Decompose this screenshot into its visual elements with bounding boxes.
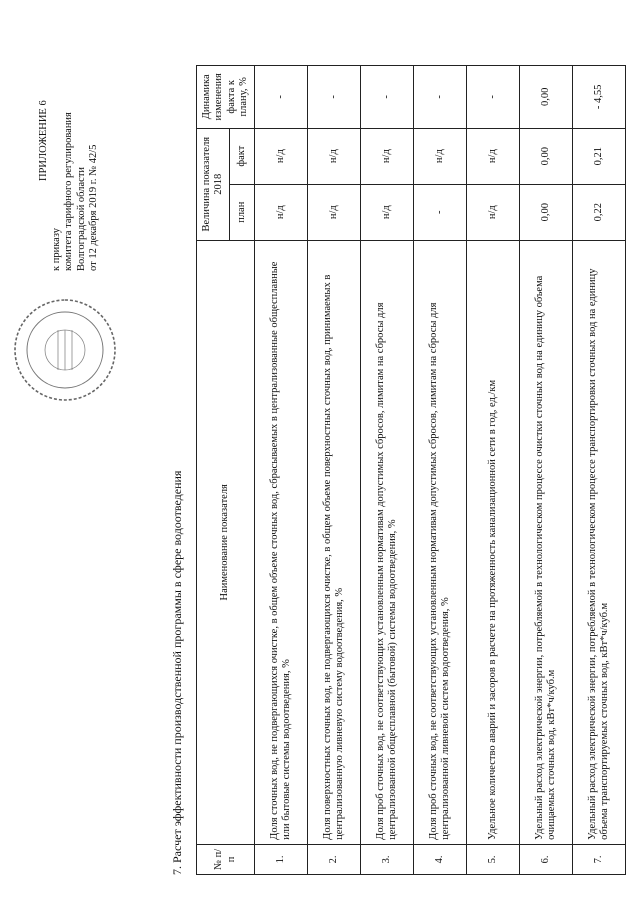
row-name: Удельный расход электрической энергии, потребляемой в технологическом процессе очистки сточных вод на единицу объема очищаемых сточных вод, кВт*ч/куб.м [520, 240, 573, 844]
table-row [308, 66, 361, 875]
row-dynamics: - [414, 66, 467, 129]
rotated-content [38, 65, 630, 875]
row-dynamics: - [255, 66, 308, 129]
row-name: Доля поверхностных сточных вод, не подвергающихся очистке, в общем объеме поверхностных сточных вод, принимаемых в централизованную ливневую систему водоотведения, % [308, 240, 361, 844]
row-name: Доля проб сточных вод, не соответствующих установленным нормативам допустимых сбросов, лимитам на сбросы для централизованной ливневой систем водоотведения, % [414, 240, 467, 844]
row-fact: 0,21 [573, 128, 626, 184]
header-value-group: Величина показателя 2018 [197, 128, 230, 240]
row-dynamics: - [467, 66, 520, 129]
table-container [196, 65, 628, 875]
row-plan: 0,00 [520, 184, 573, 240]
row-num: 6. [520, 844, 573, 874]
table-row [255, 66, 308, 875]
row-num: 1. [255, 844, 308, 874]
row-fact: н/д [361, 128, 414, 184]
row-name: Удельный расход электрической энергии, потребляемой в технологическом процессе транспортировки сточных вод на единицу объема транспортируемых сточных вод, кВт*ч/куб.м [573, 240, 626, 844]
header-name: Наименование показателя [197, 240, 255, 844]
row-fact: н/д [467, 128, 520, 184]
row-plan: н/д [467, 184, 520, 240]
row-fact: 0,00 [520, 128, 573, 184]
header-num: № п/п [197, 844, 255, 874]
table-row [520, 66, 573, 875]
row-dynamics: - [308, 66, 361, 129]
appendix-line-1: к приказу [50, 228, 62, 271]
row-plan: н/д [255, 184, 308, 240]
appendix-title: ПРИЛОЖЕНИЕ 6 [38, 100, 49, 181]
row-dynamics: - 4,55 [573, 66, 626, 129]
row-name: Доля сточных вод, не подвергающихся очистке, в общем объеме сточных вод, сбрасываемых в централизованные общесплавные или бытовые системы водоотведения, % [255, 240, 308, 844]
official-stamp [10, 295, 120, 405]
row-dynamics: - [361, 66, 414, 129]
row-fact: н/д [414, 128, 467, 184]
row-num: 5. [467, 844, 520, 874]
row-plan: - [414, 184, 467, 240]
row-num: 7. [573, 844, 626, 874]
efficiency-table [196, 65, 626, 875]
row-num: 2. [308, 844, 361, 874]
row-name: Удельное количество аварий и засоров в расчете на протяженность канализационной сети в год, ед./км [467, 240, 520, 844]
section-title: 7. Расчет эффективности производственной программы в сфере водоотведения [170, 470, 184, 875]
table-row [361, 66, 414, 875]
row-plan: 0,22 [573, 184, 626, 240]
table-row [467, 66, 520, 875]
appendix-line-3: Волгоградской области [75, 166, 87, 271]
row-fact: н/д [308, 128, 361, 184]
table-row [573, 66, 626, 875]
appendix-line-4: от 12 декабря 2019 г. № 42/5 [88, 144, 99, 271]
row-fact: н/д [255, 128, 308, 184]
row-plan: н/д [308, 184, 361, 240]
row-num: 3. [361, 844, 414, 874]
appendix-block [38, 61, 101, 301]
header-plan: план [230, 184, 255, 240]
appendix-line-2: комитета тарифного регулирования [63, 112, 74, 271]
row-plan: н/д [361, 184, 414, 240]
row-name: Доля проб сточных вод, не соответствующих установленным нормативам допустимых сбросов, лимитам на сбросы для централизованной общесплавной (бытовой) системы водоотведения, % [361, 240, 414, 844]
header-dynamics: Динамика изменения факта к плану, % [197, 66, 255, 129]
row-dynamics: 0,00 [520, 66, 573, 129]
table-row [414, 66, 467, 875]
row-num: 4. [414, 844, 467, 874]
header-fact: факт [230, 128, 255, 184]
